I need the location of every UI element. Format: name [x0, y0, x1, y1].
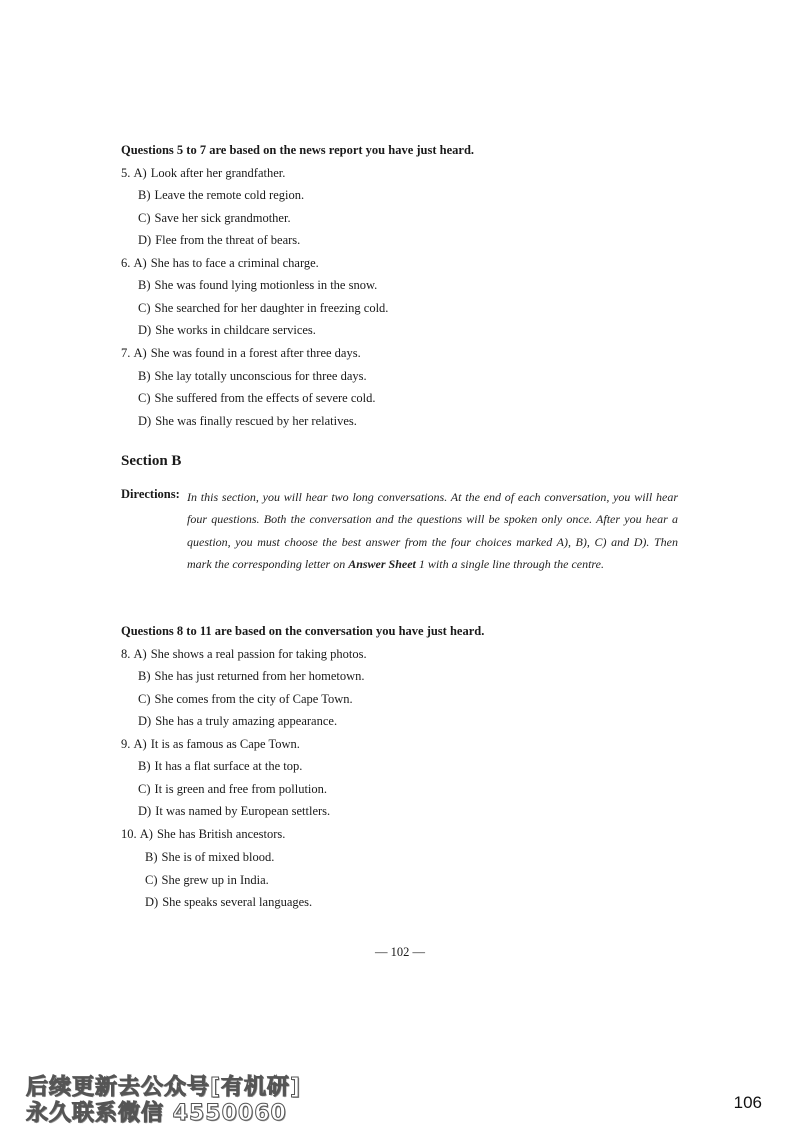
- question-6: [121, 255, 319, 271]
- directions-text: [187, 486, 678, 576]
- option-text: She is of mixed blood.: [161, 850, 275, 864]
- section-title: Section B: [121, 453, 182, 469]
- option-text: She comes from the city of Cape Town.: [154, 692, 353, 706]
- option-letter: A): [133, 256, 147, 270]
- option-text: Look after her grandfather.: [150, 166, 286, 180]
- question-number: 8.: [121, 647, 131, 661]
- option-letter: D): [138, 714, 152, 728]
- option-text: She has just returned from her hometown.: [154, 669, 365, 683]
- option-text: She suffered from the effects of severe cold.: [154, 391, 376, 405]
- option-letter: A): [133, 647, 147, 661]
- option-item: [138, 368, 367, 384]
- option-text: Save her sick grandmother.: [154, 211, 291, 225]
- question-number: 10.: [121, 827, 137, 841]
- option-text: She was found lying motionless in the snow.: [154, 278, 378, 292]
- option-letter: A): [139, 827, 153, 841]
- option-item: [138, 803, 330, 819]
- option-letter: D): [138, 323, 152, 337]
- option-item: [138, 232, 300, 248]
- option-text: She grew up in India.: [161, 873, 269, 887]
- option-text: She speaks several languages.: [162, 895, 313, 909]
- option-letter: D): [138, 233, 152, 247]
- option-text: She searched for her daughter in freezing cold.: [154, 301, 389, 315]
- question-number: 9.: [121, 737, 131, 751]
- question-number: 6.: [121, 256, 131, 270]
- option-item: [138, 781, 327, 797]
- option-text: She was found in a forest after three days.: [150, 346, 361, 360]
- option-text: Leave the remote cold region.: [154, 188, 305, 202]
- directions-label: Directions:: [121, 487, 180, 501]
- option-item: [145, 849, 274, 865]
- option-letter: C): [138, 211, 151, 225]
- option-text: She works in childcare services.: [155, 323, 316, 337]
- option-item: [145, 872, 269, 888]
- option-item: [138, 322, 316, 338]
- question-group-heading: Questions 5 to 7 are based on the news report you have just heard.: [121, 143, 475, 157]
- option-letter: B): [138, 369, 151, 383]
- option-item: [138, 390, 375, 406]
- directions-text-part: In this section, you will hear two long conversations. At the end of each conversation, you will hear four questions. Both the conversation and the questions will be spoken only once. After you hear a question, you must choose the best answer from the four choices marked A), B), C) and D). Then mark the corresponding letter on: [187, 490, 678, 572]
- option-letter: B): [138, 278, 151, 292]
- option-letter: D): [145, 895, 159, 909]
- option-text: She lay totally unconscious for three days.: [154, 369, 367, 383]
- option-text: She has a truly amazing appearance.: [155, 714, 338, 728]
- question-5: [121, 165, 285, 181]
- question-10: [121, 826, 285, 842]
- option-item: [138, 758, 302, 774]
- option-letter: A): [133, 166, 147, 180]
- watermark-line-2: 永久联系微信 4550060: [26, 1101, 287, 1126]
- option-item: [138, 300, 388, 316]
- option-letter: C): [145, 873, 158, 887]
- option-item: [145, 894, 312, 910]
- option-letter: B): [138, 188, 151, 202]
- question-7: [121, 345, 361, 361]
- option-item: [138, 413, 357, 429]
- option-letter: B): [138, 759, 151, 773]
- question-number: 5.: [121, 166, 131, 180]
- option-item: [138, 713, 337, 729]
- option-text: She has to face a criminal charge.: [150, 256, 319, 270]
- option-item: [138, 187, 304, 203]
- corner-page-number: 106: [733, 1093, 762, 1112]
- answer-sheet-emphasis: Answer Sheet: [348, 557, 416, 572]
- option-letter: C): [138, 391, 151, 405]
- option-letter: C): [138, 692, 151, 706]
- option-letter: B): [145, 850, 158, 864]
- option-text: It is green and free from pollution.: [154, 782, 328, 796]
- page-number: — 102 —: [375, 945, 425, 959]
- option-letter: D): [138, 414, 152, 428]
- directions-text-part: 1 with a single line through the centre.: [415, 557, 604, 572]
- option-letter: C): [138, 782, 151, 796]
- option-text: It is as famous as Cape Town.: [150, 737, 300, 751]
- option-text: She was finally rescued by her relatives.: [155, 414, 357, 428]
- option-item: [138, 277, 377, 293]
- option-letter: A): [133, 737, 147, 751]
- question-9: [121, 736, 300, 752]
- option-letter: C): [138, 301, 151, 315]
- option-letter: D): [138, 804, 152, 818]
- option-letter: B): [138, 669, 151, 683]
- option-text: Flee from the threat of bears.: [155, 233, 301, 247]
- question-8: [121, 646, 367, 662]
- watermark-line-1: 后续更新去公众号[有机研]: [26, 1075, 302, 1100]
- option-letter: A): [133, 346, 147, 360]
- question-number: 7.: [121, 346, 131, 360]
- question-group-heading: Questions 8 to 11 are based on the conversation you have just heard.: [121, 624, 485, 638]
- option-text: She shows a real passion for taking photos.: [150, 647, 367, 661]
- option-text: It has a flat surface at the top.: [154, 759, 303, 773]
- option-item: [138, 668, 365, 684]
- option-item: [138, 210, 291, 226]
- option-text: It was named by European settlers.: [155, 804, 331, 818]
- option-text: She has British ancestors.: [156, 827, 286, 841]
- option-item: [138, 691, 353, 707]
